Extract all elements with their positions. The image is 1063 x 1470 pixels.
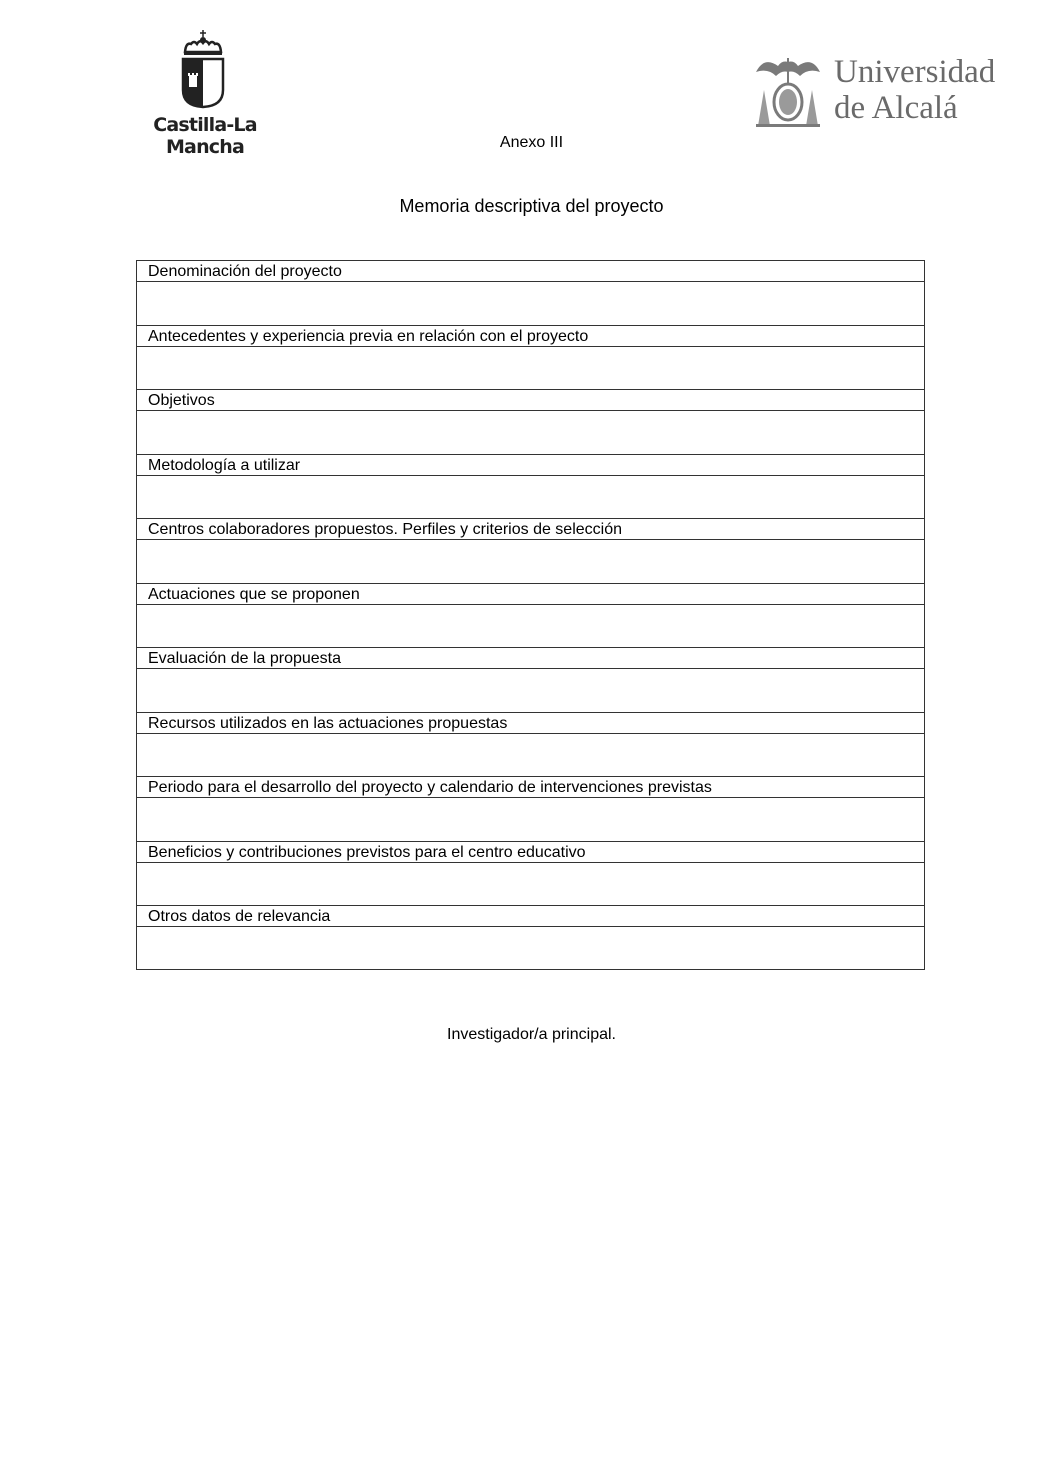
universidad-line: Universidad	[834, 54, 996, 90]
section-metodologia	[137, 455, 924, 520]
section-otros-datos	[137, 906, 924, 969]
section-input-field[interactable]	[137, 282, 924, 326]
section-periodo	[137, 777, 924, 842]
section-label: Periodo para el desarrollo del proyecto y calendario de intervenciones previstas	[137, 777, 924, 798]
annex-label: Anexo III	[499, 134, 564, 151]
section-input-field[interactable]	[137, 734, 924, 778]
section-label: Denominación del proyecto	[137, 261, 924, 282]
castilla-la-mancha-crest-icon	[180, 30, 226, 110]
de-alcala-line: de Alcalá	[834, 90, 958, 126]
universidad-alcala-logo	[752, 50, 1012, 134]
section-label: Beneficios y contribuciones previstos para el centro educativo	[137, 842, 924, 863]
section-input-field[interactable]	[137, 347, 924, 391]
section-input-field[interactable]	[137, 798, 924, 842]
section-input-field[interactable]	[137, 540, 924, 584]
section-input-field[interactable]	[137, 476, 924, 520]
castilla-la-mancha-wordmark: Castilla-La Mancha	[153, 114, 257, 158]
document-title: Memoria descriptiva del proyecto	[399, 196, 664, 216]
section-denominacion	[137, 261, 924, 326]
section-input-field[interactable]	[137, 927, 924, 969]
section-label: Recursos utilizados en las actuaciones propuestas	[137, 713, 924, 734]
castilla-la-mancha-logo	[120, 30, 290, 158]
section-beneficios	[137, 842, 924, 907]
universidad-alcala-crest-icon	[752, 50, 824, 130]
signature-label: Investigador/a principal.	[447, 1026, 616, 1043]
project-description-form	[136, 260, 925, 970]
section-centros-colaboradores	[137, 519, 924, 584]
section-label: Centros colaboradores propuestos. Perfiles y criterios de selección	[137, 519, 924, 540]
section-objetivos	[137, 390, 924, 455]
section-input-field[interactable]	[137, 605, 924, 649]
section-input-field[interactable]	[137, 863, 924, 907]
section-antecedentes	[137, 326, 924, 391]
section-label: Metodología a utilizar	[137, 455, 924, 476]
section-evaluacion	[137, 648, 924, 713]
section-input-field[interactable]	[137, 411, 924, 455]
section-label: Evaluación de la propuesta	[137, 648, 924, 669]
section-label: Antecedentes y experiencia previa en relación con el proyecto	[137, 326, 924, 347]
section-actuaciones	[137, 584, 924, 649]
section-recursos	[137, 713, 924, 778]
section-label: Objetivos	[137, 390, 924, 411]
section-label: Otros datos de relevancia	[137, 906, 924, 927]
section-label: Actuaciones que se proponen	[137, 584, 924, 605]
section-input-field[interactable]	[137, 669, 924, 713]
